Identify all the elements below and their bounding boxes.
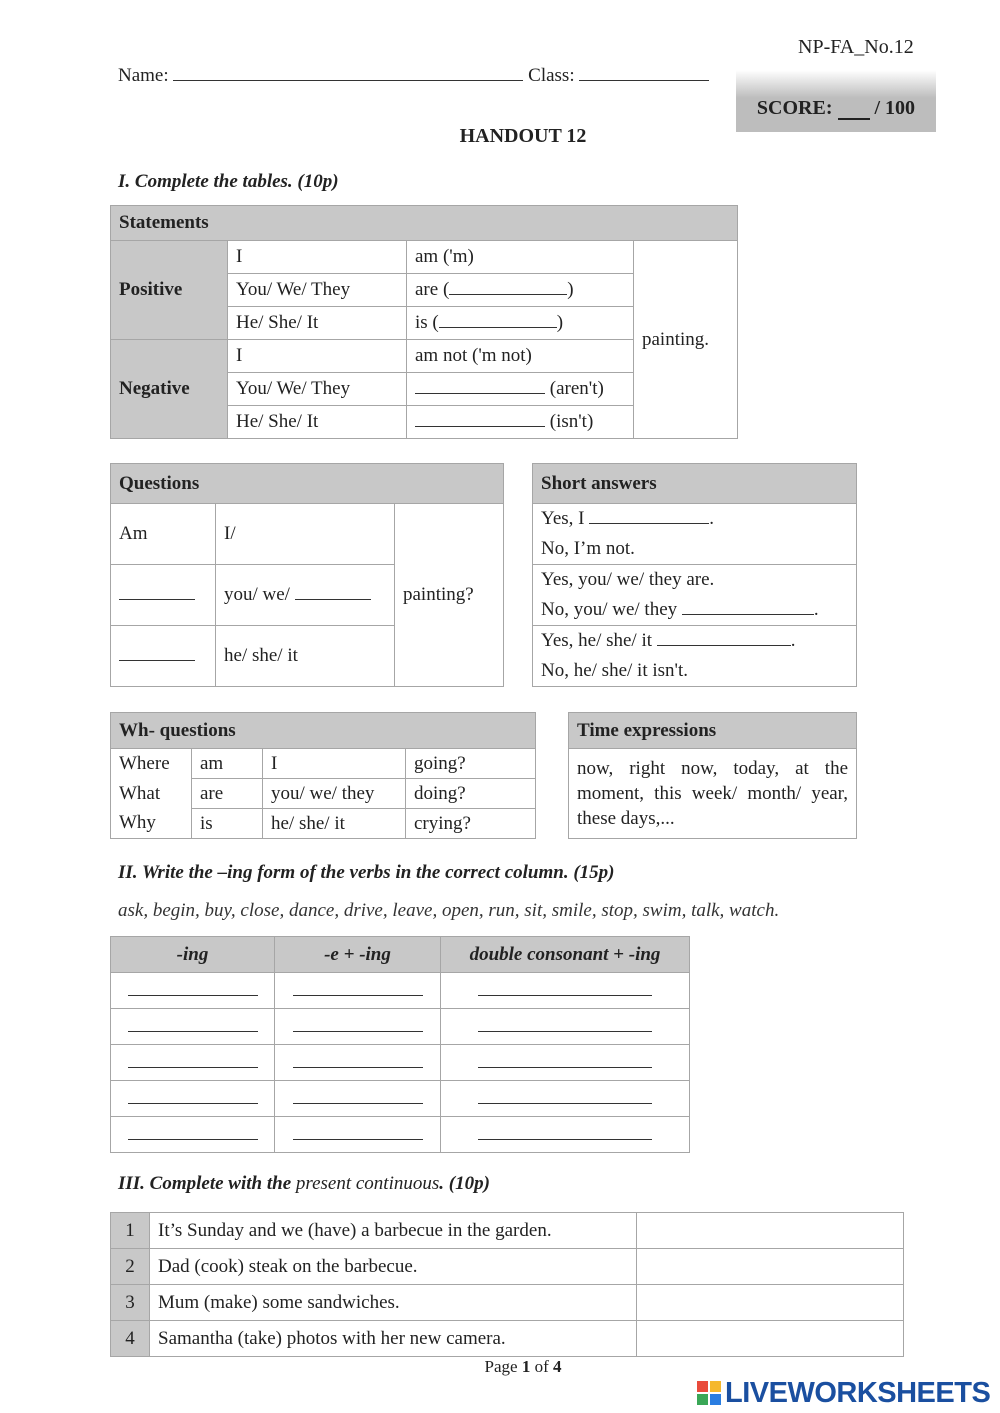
short-answer-cell: Yes, he/ she/ it . No, he/ she/ it isn't. — [533, 626, 857, 687]
positive-label: Positive — [111, 241, 228, 340]
name-input[interactable] — [173, 66, 523, 81]
name-line — [118, 65, 709, 87]
wh-verb: crying? — [406, 809, 536, 839]
answer-input[interactable] — [637, 1213, 904, 1249]
short-answers-table — [532, 463, 857, 687]
class-input[interactable] — [579, 66, 709, 81]
liveworksheets-logo — [697, 1378, 990, 1408]
column-header: -e + -ing — [275, 937, 441, 973]
ing-cell — [275, 1117, 441, 1153]
answer-blank[interactable] — [682, 600, 814, 615]
score-label: SCORE: — [756, 97, 833, 119]
wh-aux: are — [192, 779, 263, 809]
score-box — [736, 70, 936, 132]
wh-questions-table — [110, 712, 536, 839]
column-header: -ing — [111, 937, 275, 973]
stmt-subject: I — [228, 241, 407, 274]
answer-input[interactable] — [637, 1285, 904, 1321]
short-answer-cell: Yes, I . No, I’m not. — [533, 504, 857, 565]
answer-blank[interactable] — [478, 981, 652, 996]
answer-blank[interactable] — [119, 585, 195, 600]
section3-heading: III. Complete with the present continuous. (10p) — [118, 1173, 490, 1194]
wh-subject: you/ we/ they — [263, 779, 406, 809]
ing-cell — [111, 1117, 275, 1153]
column-header: double consonant + -ing — [441, 937, 690, 973]
ing-cell — [111, 1009, 275, 1045]
score-total: / 100 — [874, 97, 916, 119]
brand-text: LIVEWORKSHEETS — [725, 1376, 991, 1409]
answer-blank[interactable] — [295, 585, 371, 600]
answer-blank[interactable] — [293, 1089, 423, 1104]
wh-verb: doing? — [406, 779, 536, 809]
answer-blank[interactable] — [128, 1125, 258, 1140]
present-continuous-table — [110, 1212, 904, 1357]
negative-label: Negative — [111, 340, 228, 439]
ing-table — [110, 936, 690, 1153]
stmt-subject: I — [228, 340, 407, 373]
ing-cell — [441, 1045, 690, 1081]
ing-cell — [441, 1081, 690, 1117]
answer-blank[interactable] — [128, 981, 258, 996]
time-expressions-table — [568, 712, 857, 839]
stmt-subject: He/ She/ It — [228, 406, 407, 439]
answer-blank[interactable] — [449, 280, 567, 295]
answer-blank[interactable] — [293, 1125, 423, 1140]
ing-cell — [111, 1081, 275, 1117]
questions-header: Questions — [111, 464, 504, 504]
question-subject: he/ she/ it — [216, 626, 395, 687]
ing-cell — [441, 973, 690, 1009]
answer-blank[interactable] — [128, 1053, 258, 1068]
stmt-subject: You/ We/ They — [228, 274, 407, 307]
wh-word: Why — [111, 809, 192, 839]
item-sentence: It’s Sunday and we (have) a barbecue in the garden. — [150, 1213, 637, 1249]
time-expressions-text: now, right now, today, at the moment, this week/ month/ year, these days,... — [569, 749, 857, 839]
short-answers-header: Short answers — [533, 464, 857, 504]
section2-heading: II. Write the –ing form of the verbs in the correct column. (15p) — [118, 862, 615, 883]
answer-blank[interactable] — [119, 646, 195, 661]
wh-subject: I — [263, 749, 406, 779]
answer-blank[interactable] — [293, 1053, 423, 1068]
stmt-form: am ('m) — [407, 241, 634, 274]
wh-header: Wh- questions — [111, 713, 536, 749]
item-sentence: Dad (cook) steak on the barbecue. — [150, 1249, 637, 1285]
wh-word: Where — [111, 749, 192, 779]
answer-blank[interactable] — [128, 1017, 258, 1032]
question-verb: painting? — [395, 504, 504, 687]
question-aux — [111, 565, 216, 626]
ing-cell — [275, 1045, 441, 1081]
stmt-subject: He/ She/ It — [228, 307, 407, 340]
stmt-subject: You/ We/ They — [228, 373, 407, 406]
statements-header: Statements — [111, 206, 738, 241]
ing-cell — [111, 1045, 275, 1081]
answer-blank[interactable] — [439, 313, 557, 328]
answer-blank[interactable] — [657, 631, 791, 646]
answer-blank[interactable] — [293, 981, 423, 996]
short-answer-cell: Yes, you/ we/ they are. No, you/ we/ they . — [533, 565, 857, 626]
wh-word: What — [111, 779, 192, 809]
section1-heading: I. Complete the tables. (10p) — [118, 171, 339, 192]
document-code: NP-FA_No.12 — [798, 36, 914, 58]
answer-input[interactable] — [637, 1321, 904, 1357]
wh-aux: is — [192, 809, 263, 839]
answer-blank[interactable] — [293, 1017, 423, 1032]
stmt-verb: painting. — [634, 241, 738, 439]
stmt-form: am not ('m not) — [407, 340, 634, 373]
stmt-form: are ( ) — [407, 274, 634, 307]
item-number: 3 — [111, 1285, 150, 1321]
class-label: Class: — [528, 65, 575, 86]
question-subject: you/ we/ — [216, 565, 395, 626]
answer-blank[interactable] — [128, 1089, 258, 1104]
stmt-form: (isn't) — [407, 406, 634, 439]
ing-cell — [441, 1009, 690, 1045]
item-sentence: Samantha (take) photos with her new camera. — [150, 1321, 637, 1357]
answer-input[interactable] — [637, 1249, 904, 1285]
answer-blank[interactable] — [478, 1053, 652, 1068]
ing-cell — [275, 1081, 441, 1117]
ing-cell — [275, 973, 441, 1009]
page-number: Page 1 of 4 — [484, 1357, 562, 1376]
score-input[interactable] — [838, 104, 870, 120]
wh-subject: he/ she/ it — [263, 809, 406, 839]
question-aux: Am — [111, 504, 216, 565]
wh-aux: am — [192, 749, 263, 779]
statements-table — [110, 205, 738, 439]
answer-blank[interactable] — [415, 379, 545, 394]
answer-blank[interactable] — [478, 1089, 652, 1104]
ing-cell — [441, 1117, 690, 1153]
logo-icon — [697, 1381, 721, 1405]
item-number: 1 — [111, 1213, 150, 1249]
item-number: 4 — [111, 1321, 150, 1357]
name-label: Name: — [118, 65, 169, 86]
item-number: 2 — [111, 1249, 150, 1285]
stmt-form: is ( ) — [407, 307, 634, 340]
answer-blank[interactable] — [478, 1125, 652, 1140]
questions-table — [110, 463, 504, 687]
answer-blank[interactable] — [415, 412, 545, 427]
time-expressions-header: Time expressions — [569, 713, 857, 749]
stmt-form: (aren't) — [407, 373, 634, 406]
wh-verb: going? — [406, 749, 536, 779]
ing-cell — [275, 1009, 441, 1045]
question-subject: I/ — [216, 504, 395, 565]
answer-blank[interactable] — [589, 509, 709, 524]
ing-cell — [111, 973, 275, 1009]
page-title: HANDOUT 12 — [459, 125, 587, 147]
verb-list: ask, begin, buy, close, dance, drive, leave, open, run, sit, smile, stop, swim, talk, watch. — [118, 900, 780, 921]
item-sentence: Mum (make) some sandwiches. — [150, 1285, 637, 1321]
question-aux — [111, 626, 216, 687]
answer-blank[interactable] — [478, 1017, 652, 1032]
